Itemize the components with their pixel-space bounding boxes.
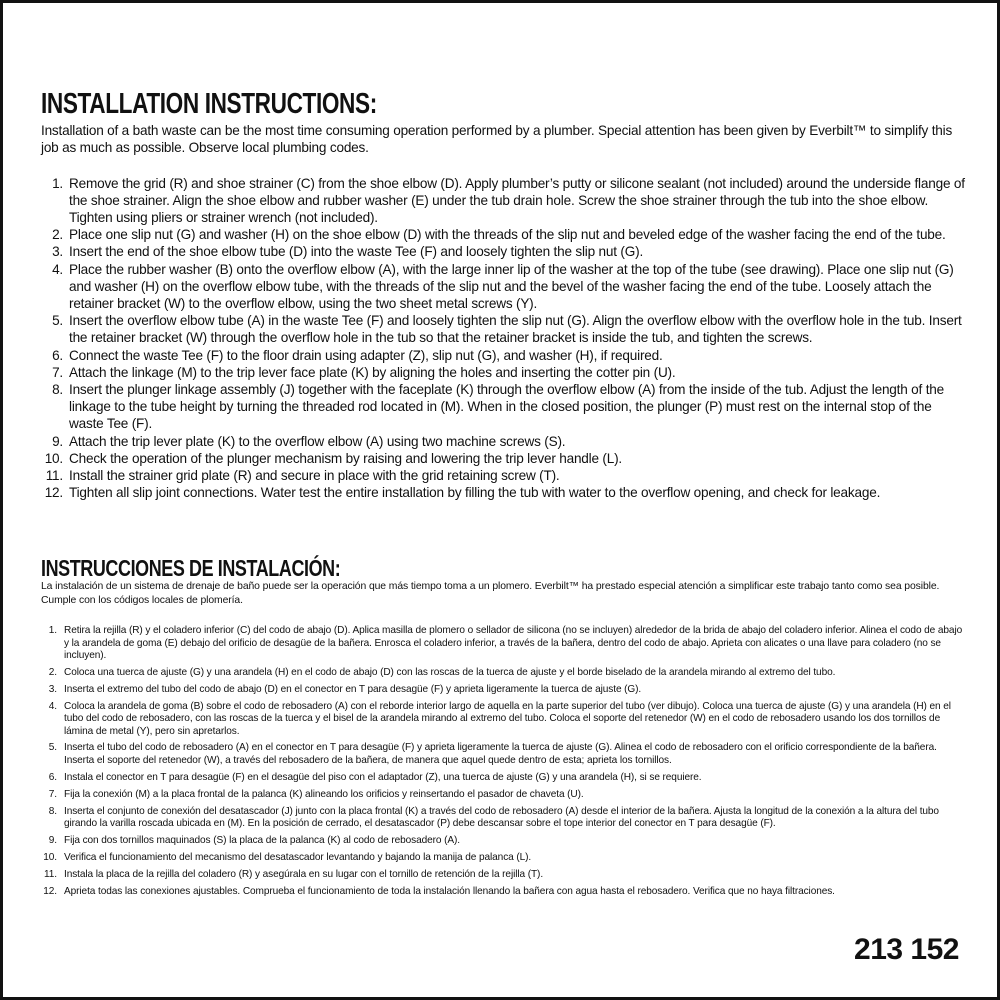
step-number: 9. [52, 433, 63, 449]
step-number: 8. [48, 805, 57, 817]
step-number: 11. [44, 868, 57, 880]
spanish-heading: INSTRUCCIONES DE INSTALACIÓN: [41, 555, 341, 581]
step-text: Fija la conexión (M) a la placa frontal de la palanca (K) alineando los orificios y reinsertando el pasador de chaveta (U). [64, 788, 584, 800]
step-text: Inserta el conjunto de conexión del desatascador (J) junto con la placa frontal (K) a través del codo de rebosadero (A) desde el interior de la bañera. Ajusta la longitud de la conexión a la altura del tubo girando la varilla roscada ubicada en (M). En la posición de cerrado, el desatascador (P) debe descansar sobre el tope interior del conector en T para desagüe (F). [64, 805, 939, 829]
spanish-section [41, 555, 966, 903]
step-number: 5. [48, 742, 57, 754]
spanish-steps-list [41, 625, 966, 898]
step-number: 6. [48, 771, 57, 783]
step-number: 1. [48, 625, 57, 637]
step-text: Check the operation of the plunger mechanism by raising and lowering the trip lever handle (L). [69, 450, 623, 466]
step-text: Attach the linkage (M) to the trip lever face plate (K) by aligning the holes and inserting the cotter pin (U). [69, 364, 676, 380]
step-number: 12. [43, 885, 57, 897]
spanish-step-1 [41, 625, 966, 662]
step-number: 11. [45, 468, 63, 484]
step-number: 3. [48, 683, 57, 695]
step-number: 12. [44, 485, 63, 501]
english-step-6 [41, 347, 966, 364]
step-text: Place one slip nut (G) and washer (H) on the shoe elbow (D) with the threads of the slip nut and beveled edge of the washer facing the end of the tube. [69, 227, 946, 243]
step-text: Inserta el extremo del tubo del codo de abajo (D) en el conector en T para desagüe (F) y aprieta ligeramente la tuerca de ajuste (G). [64, 683, 642, 695]
step-number: 7. [52, 364, 63, 380]
english-step-9 [41, 433, 966, 450]
spanish-step-6 [41, 772, 966, 784]
step-text: Coloca una tuerca de ajuste (G) y una arandela (H) en el codo de abajo (D) con las roscas de la tuerca de ajuste y el borde biselado de la arandela mirando al extremo del tubo. [64, 666, 836, 678]
document-number: 213 152 [854, 933, 959, 966]
step-number: 10. [44, 450, 63, 466]
step-text: Connect the waste Tee (F) to the floor drain using adapter (Z), slip nut (G), and washer (H), if required. [69, 347, 663, 363]
step-text: Tighten all slip joint connections. Water test the entire installation by filling the tub with water to the overflow opening, and check for leakage. [69, 485, 881, 501]
spanish-step-2 [41, 667, 966, 679]
step-text: Insert the plunger linkage assembly (J) together with the faceplate (K) through the overflow elbow (A) from the inside of the tub. Adjust the length of the linkage to the tube height by turning the threaded rod located in (M). When in the closed position, the plunger (P) must rest on the internal stop of the waste Tee (F). [69, 382, 944, 432]
spanish-step-4 [41, 701, 966, 738]
step-number: 8. [52, 382, 63, 398]
step-number: 4. [52, 261, 63, 277]
english-step-7 [41, 364, 966, 381]
step-number: 5. [52, 313, 63, 329]
step-number: 3. [52, 244, 63, 260]
spanish-step-12 [41, 886, 966, 898]
step-text: Verifica el funcionamiento del mecanismo del desatascador levantando y bajando la manija de palanca (L). [64, 851, 532, 863]
step-text: Retira la rejilla (R) y el coladero inferior (C) del codo de abajo (D). Aplica masilla de plomero o sellador de silicona (no se incluyen) alrededor de la brida de abajo del coladero inferior. Alinea el codo de abajo y la arandela de goma (E) debajo del orificio de desagüe de la bañera. Enrosca el coladero inferior, a través de la bañera, dentro del codo de abajo. Aprieta con alicates o una llave para coladero (no se incluyen). [64, 625, 963, 661]
spanish-step-5 [41, 742, 966, 767]
step-text: Aprieta todas las conexiones ajustables. Comprueba el funcionamiento de toda la instalación llenando la bañera con agua hasta el rebosadero. Verifica que no haya filtraciones. [64, 885, 835, 897]
step-number: 2. [52, 227, 63, 243]
step-number: 2. [48, 666, 57, 678]
english-step-8 [41, 381, 966, 433]
step-text: Insert the overflow elbow tube (A) in the waste Tee (F) and loosely tighten the slip nut (G). Align the overflow elbow with the overflow hole in the tub. Insert the retainer bracket (W) through the overflow hole in the tub so that the retainer bracket is inside the tub, and tighten the screws. [69, 313, 962, 346]
english-step-12 [41, 484, 966, 501]
step-text: Instala el conector en T para desagüe (F) en el desagüe del piso con el adaptador (Z), una tuerca de ajuste (G) y una arandela (H), si se requiere. [64, 771, 702, 783]
spanish-intro: La instalación de un sistema de drenaje de baño puede ser la operación que más tiempo toma a un plomero. Everbilt™ ha prestado especial atención a simplificar este trabajo tanto como sea posible. Cumple con los códigos locales de plomería. [41, 581, 940, 606]
english-step-1 [41, 175, 966, 227]
spanish-step-7 [41, 789, 966, 801]
english-step-2 [41, 226, 966, 243]
spanish-step-8 [41, 806, 966, 831]
english-heading: INSTALLATION INSTRUCTIONS: [41, 88, 377, 120]
english-step-10 [41, 450, 966, 467]
english-steps-list [41, 175, 966, 502]
step-text: Coloca la arandela de goma (B) sobre el codo de rebosadero (A) con el reborde interior largo de aquella en la parte superior del tubo (ver dibujo). Coloca una tuerca de ajuste (G) y una arandela (H) en el tubo del codo de rebosadero, con las roscas de la tuerca y el bisel de la arandela mirando al extremo del tubo. Coloca el soporte del retenedor (W) en el codo de rebosadero usando los dos tornillos de lámina de metal (Y), pero sin apretarlos. [64, 700, 951, 737]
english-step-5 [41, 312, 966, 346]
spanish-step-3 [41, 684, 966, 696]
english-section [41, 87, 966, 501]
step-number: 4. [48, 700, 57, 712]
english-intro: Installation of a bath waste can be the most time consuming operation performed by a plumber. Special attention has been given by Everbilt™ to simplify this job as much as possible. Observe local plumbing codes. [41, 123, 953, 155]
step-text: Install the strainer grid plate (R) and secure in place with the grid retaining screw (T). [69, 468, 560, 484]
step-text: Inserta el tubo del codo de rebosadero (A) en el conector en T para desagüe (F) y aprieta ligeramente la tuerca de ajuste (G). Alinea el codo de rebosadero con el orificio correspondiente de la bañera. Inserta el soporte del retenedor (W), a través del rebosadero de la bañera, de manera que aquel quede dentro de esta; aprieta los tornillos. [64, 742, 937, 766]
english-step-4 [41, 261, 966, 313]
step-number: 7. [48, 788, 57, 800]
spanish-step-10 [41, 852, 966, 864]
spanish-step-11 [41, 869, 966, 881]
step-text: Attach the trip lever plate (K) to the overflow elbow (A) using two machine screws (S). [69, 433, 566, 449]
step-text: Place the rubber washer (B) onto the overflow elbow (A), with the large inner lip of the washer at the top of the tube (see drawing). Place one slip nut (G) and washer (H) on the overflow elbow tube, with the threads of the slip nut and the bevel of the washer facing the end of the tube. Loosely attach the retainer bracket (W) to the overflow elbow, using the two sheet metal screws (Y). [69, 261, 954, 312]
step-number: 9. [48, 834, 57, 846]
step-number: 10. [43, 851, 57, 863]
step-number: 1. [52, 175, 63, 191]
step-text: Fija con dos tornillos maquinados (S) la placa de la palanca (K) al codo de rebosadero (A). [64, 834, 460, 846]
step-text: Insert the end of the shoe elbow tube (D) into the waste Tee (F) and loosely tighten the slip nut (G). [69, 244, 644, 260]
english-step-3 [41, 243, 966, 260]
spanish-step-9 [41, 835, 966, 847]
step-text: Remove the grid (R) and shoe strainer (C) from the shoe elbow (D). Apply plumber’s putty or silicone sealant (not included) around the underside flange of the shoe strainer. Align the shoe elbow and rubber washer (E) under the tub drain hole. Screw the shoe strainer through the tub into the shoe elbow. Tighten using pliers or strainer wrench (not included). [69, 175, 965, 225]
english-step-11 [41, 467, 966, 484]
step-text: Instala la placa de la rejilla del coladero (R) y asegúrala en su lugar con el tornillo de retención de la rejilla (T). [64, 868, 544, 880]
step-number: 6. [52, 347, 63, 363]
